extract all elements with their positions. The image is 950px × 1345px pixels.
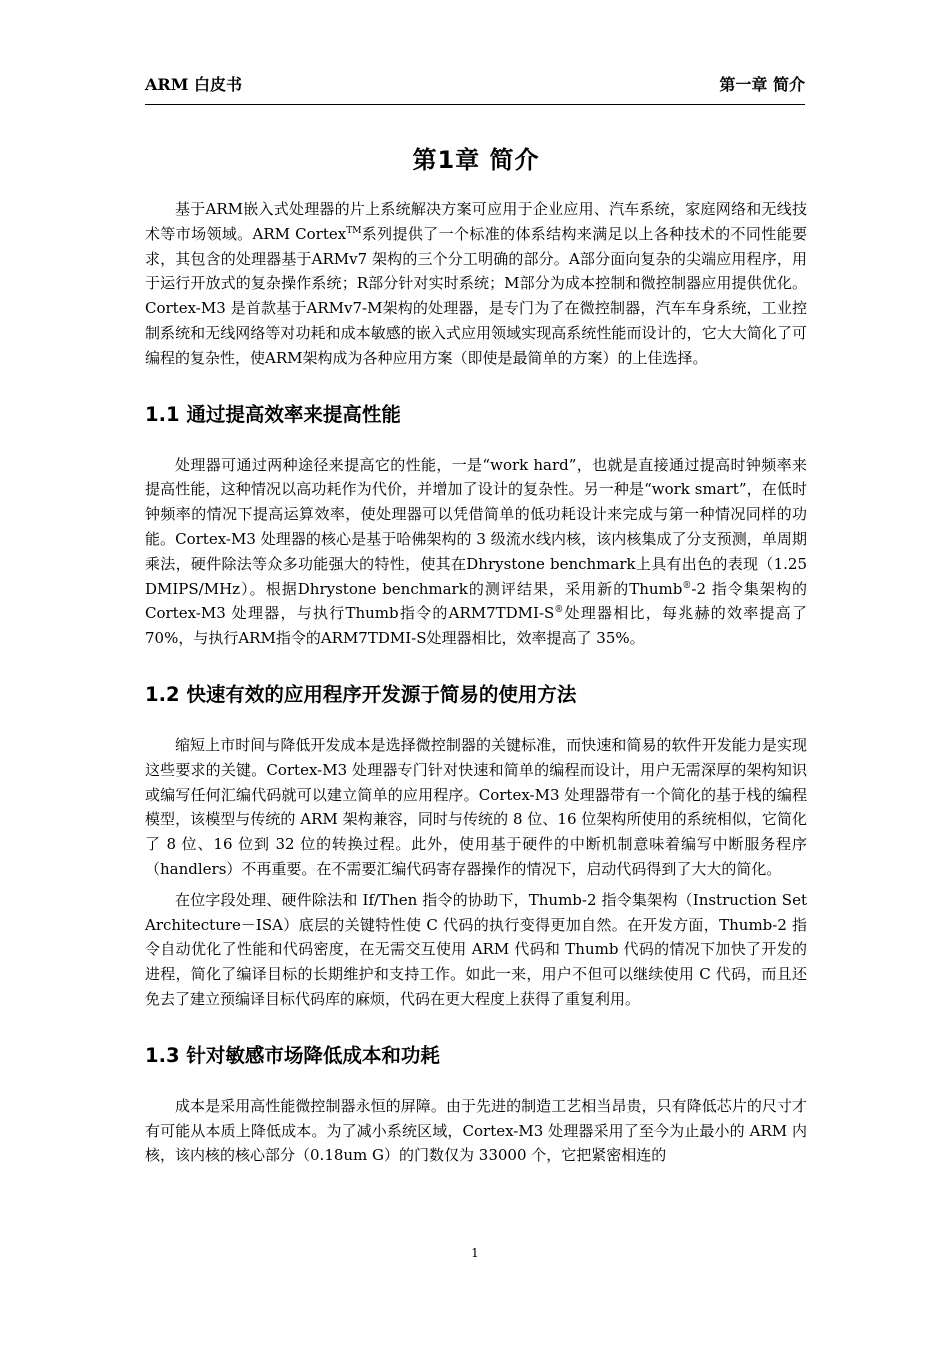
section-1-2-paragraph-1: 缩短上市时间与降低开发成本是选择微控制器的关键标准，而快速和简易的软件开发能力是实现这些要求的关键。Cortex-M3 处理器专门针对快速和简单的编程而设计，用户无需深厚的架构知识或编写任何汇编代码就可以建立简单的应用程序。Cortex-M3 处理器带有一个简化的基于栈的编程模型，该模型与传统的 ARM 架构兼容，同时与传统的 8 位、16 位架构所使用的系统相似，它简化了 8 位、16 位到 32 位的转换过程。此外，使用基于硬件的中断机制意味着编写中断服务程序（handlers）不再重要。在不需要汇编代码寄存器操作的情况下，启动代码得到了大大的简化。: [145, 735, 807, 878]
section-1-3-title: 1.3 针对敏感市场降低成本和功耗: [145, 1043, 440, 1067]
header-left-title: ARM 白皮书: [145, 74, 242, 94]
chapter-title: 第1章 简介: [412, 146, 540, 174]
registered-superscript: ®: [682, 580, 692, 591]
intro-paragraph: [145, 197, 807, 371]
intro-text-b: 系列提供了一个标准的体系结构来满足以上各种技术的不同性能要求，其包含的处理器基于ARMv7 架构的三个分工明确的部分。A部分面向复杂的尖端应用程序，用于运行开放式的复杂操作系统；R部分针对实时系统；M部分为成本控制和微控制器应用提供优化。Cortex-M3 是首款基于ARMv7-M架构的处理器，是专门为了在微控制器，汽车车身系统，工业控制系统和无线网络等对功耗和成本敏感的嵌入式应用领域实现高系统性能而设计的，它大大简化了可编程的复杂性，使ARM架构成为各种应用方案（即使是最简单的方案）的上佳选择。: [145, 224, 807, 367]
section-1-2-title: 1.2 快速有效的应用程序开发源于简易的使用方法: [145, 682, 577, 706]
page-content: [145, 140, 807, 1168]
trademark-superscript: TM: [346, 225, 362, 236]
section-1-1-text-c: 处理器相比，每兆赫的效率提高了 70%，与执行ARM指令的ARM7TDMI-S处理器相比，效率提高了 35%。: [145, 604, 807, 648]
section-1-1-title: 1.1 通过提高效率来提高性能: [145, 402, 401, 426]
header-divider: [145, 104, 805, 105]
header-right-chapter: 第一章 简介: [719, 74, 805, 94]
section-1-2-paragraph-2: 在位字段处理、硬件除法和 If/Then 指令的协助下，Thumb-2 指令集架构（Instruction Set Architecture－ISA）底层的关键特性使 C 代码的执行变得更加自然。在开发方面，Thumb-2 指令自动优化了性能和代码密度，在无需交互使用 ARM 代码和 Thumb 代码的情况下加快了开发的进程，简化了编译目标的长期维护和支持工作。如此一来，用户不但可以继续使用 C 代码，而且还免去了建立预编译目标代码库的麻烦，代码在更大程度上获得了重复利用。: [145, 890, 807, 1008]
section-1-1-paragraph: [145, 453, 807, 651]
section-1-3-paragraph-1: 成本是采用高性能微控制器永恒的屏障。由于先进的制造工艺相当昂贵，只有降低芯片的尺寸才有可能从本质上降低成本。为了减小系统区域，Cortex-M3 处理器采用了至今为止最小的 ARM 内核，该内核的核心部分（0.18um G）的门数仅为 33000 个，它把紧密相连的: [145, 1096, 807, 1165]
page-number: 1: [471, 1246, 479, 1260]
registered-superscript: ®: [554, 605, 564, 616]
section-1-1-text-a: 处理器可通过两种途径来提高它的性能，一是“work hard”，也就是直接通过提高时钟频率来提高性能，这种情况以高功耗作为代价，并增加了设计的复杂性。另一种是“work smart”，在低时钟频率的情况下提高运算效率，使处理器可以凭借简单的低功耗设计来完成与第一种情况同样的功能。Cortex-M3 处理器的核心是基于哈佛架构的 3 级流水线内核，该内核集成了分支预测，单周期乘法，硬件除法等众多功能强大的特性，使其在Dhrystone benchmark上具有出色的表现（1.25 DMIPS/MHz）。根据Dhrystone benchmark的测评结果，采用新的Thumb: [145, 455, 807, 598]
section-1-1-text-b: -2 指令集架构的Cortex-M3 处理器，与执行Thumb指令的ARM7TDMI-S: [145, 579, 807, 623]
intro-text-a: 基于ARM嵌入式处理器的片上系统解决方案可应用于企业应用、汽车系统，家庭网络和无线技术等市场领域。ARM Cortex: [145, 200, 807, 243]
running-header: [145, 70, 805, 96]
